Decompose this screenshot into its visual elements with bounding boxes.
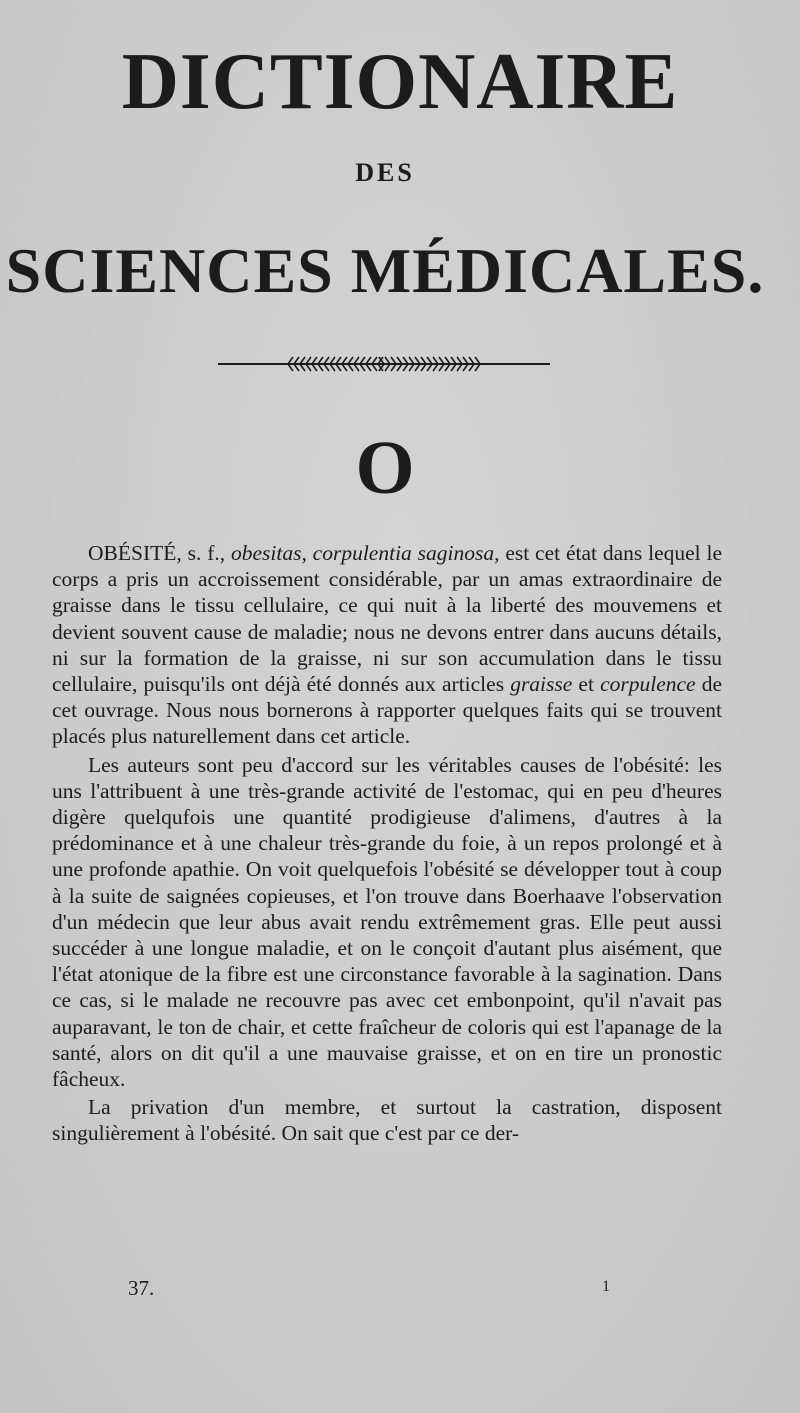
- cross-reference-graisse: graisse: [510, 672, 573, 697]
- headword: OBÉSITÉ: [88, 541, 177, 565]
- grammar-note: , s. f.,: [176, 541, 231, 565]
- paragraph-1: [52, 540, 722, 750]
- book-title: DICTIONAIRE: [121, 38, 679, 126]
- latin-term: obesitas, corpulentia saginosa: [230, 541, 495, 565]
- cross-reference-corpulence: corpulence: [600, 672, 696, 697]
- volume-number: 37.: [128, 1276, 155, 1300]
- book-subtitle: SCIENCES MÉDICALES.: [5, 235, 765, 306]
- signature-mark: 1: [602, 1278, 610, 1295]
- paragraph-1-text-b: et: [572, 672, 601, 697]
- section-letter: O: [355, 426, 415, 510]
- ornament-divider: [218, 354, 550, 374]
- paragraph-1-text-c: de cet ouvrage. Nous nous bornerons à rapporter quelques faits qui se trouvent placés plus naturellement dans cet article.: [52, 672, 722, 749]
- article-body: [52, 540, 722, 1147]
- paragraph-3: La privation d'un membre, et surtout la castration, disposent singulièrement à l'obésité. On sait que c'est par ce der-: [52, 1095, 722, 1146]
- paragraph-1-text-a: , est cet état dans lequel le corps a pris un accroissement considérable, par un amas extraordinaire de graisse dans le tissu cellulaire, ce qui nuit à la liberté des mouvemens et devient souvent cause de maladie; nous ne devons entrer dans aucuns détails, ni sur la formation de la graisse, ni sur son accumulation dans le tissu cellulaire, puisqu'ils ont déjà été donnés aux articles: [52, 541, 722, 697]
- paragraph-2: Les auteurs sont peu d'accord sur les véritables causes de l'obésité: les uns l'attribuent à une très-grande activité de l'estomac, qui en peu d'heures digère quelqufois une quantité prodigieuse d'alimens, d'autres à la prédominance et à une chaleur très-grande du foie, à un repos prolongé et à une profonde apathie. On voit quelquefois l'obésité se développer tout à coup à la suite de saignées copieuses, et l'on trouve dans Boerhaave l'observation d'un médecin que leur abus avait rendu extrêmement gras. Elle peut aussi succéder à une longue maladie, et on le conçoit d'autant plus aisément, que l'état atonique de la fibre est une circonstance favorable à la sagination. Dans ce cas, si le malade ne recouvre pas avec cet embonpoint, qu'il n'avait pas auparavant, le ton de chair, et cette fraîcheur de coloris qui est l'apanage de la santé, alors on dit qu'il a une mauvaise graisse, et on en tire un pronostic fâcheux.: [52, 752, 722, 1092]
- title-connector: DES: [355, 158, 415, 187]
